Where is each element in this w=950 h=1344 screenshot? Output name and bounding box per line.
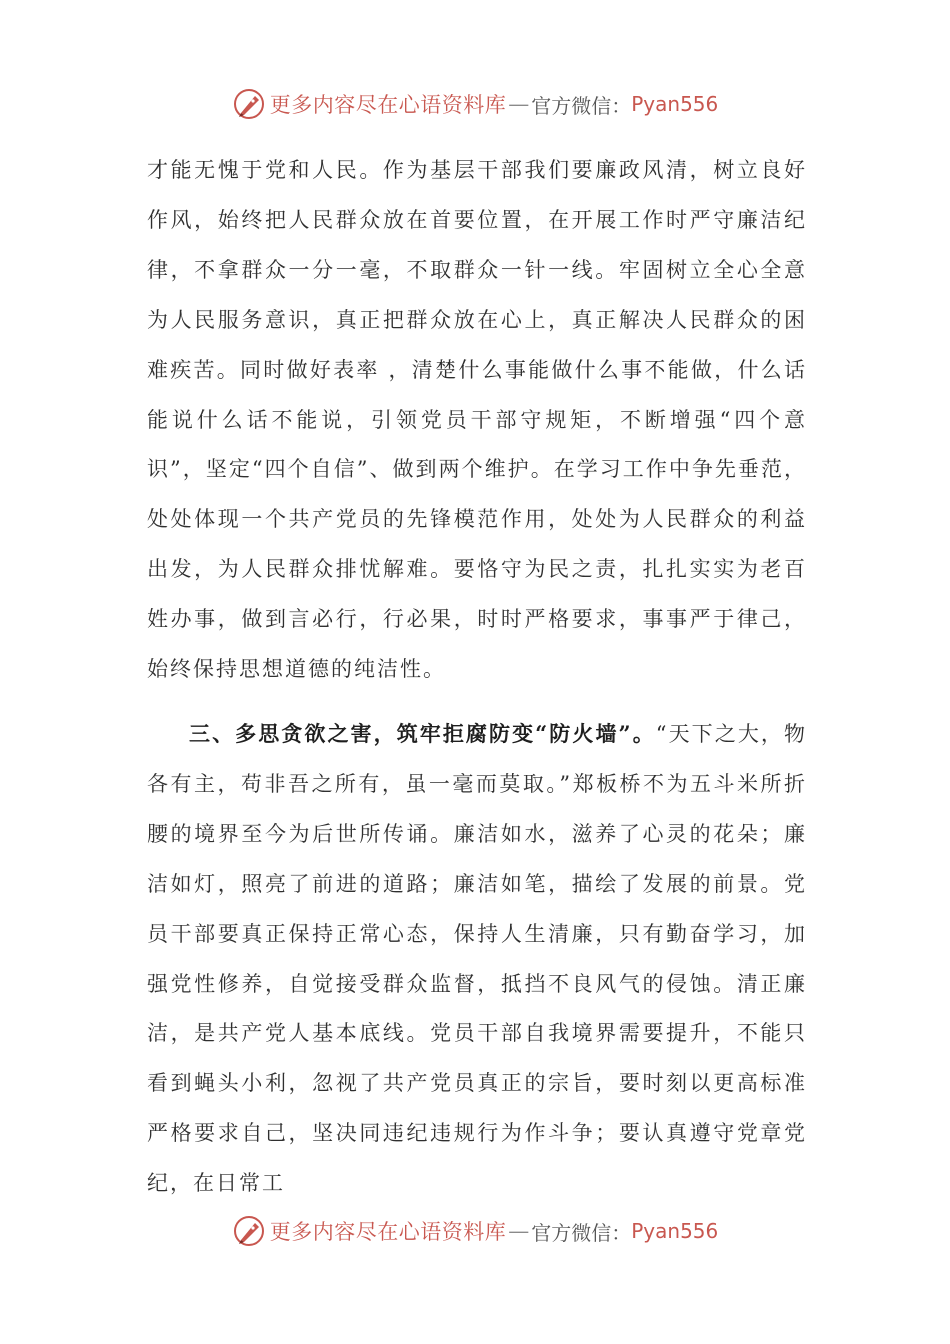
footer-banner <box>0 1211 950 1251</box>
banner-slogan: 更多内容尽在心语资料库 <box>269 93 507 117</box>
banner-separator: — <box>508 1219 530 1243</box>
banner-separator: — <box>508 92 530 116</box>
header-banner <box>0 84 950 124</box>
wechat-label: 官方微信： <box>531 1220 632 1245</box>
wechat-id: Pyan556 <box>631 1219 719 1243</box>
wechat-label: 官方微信： <box>531 93 632 118</box>
paragraph-section-3 <box>147 709 807 1209</box>
document-body <box>147 146 807 1209</box>
section-3-text: “天下之大，物各有主，苟非吾之所有，虽一毫而莫取。”郑板桥不为五斗米所折腰的境界至今为后世所传诵。廉洁如水，滋养了心灵的花朵；廉洁如灯，照亮了前进的道路；廉洁如笔，描绘了发展的前景。党员干部要真正保持正常心态，保持人生清廉，只有勤奋学习，加强党性修养，自觉接受群众监督，抵挡不良风气的侵蚀。清正廉洁，是共产党人基本底线。党员干部自我境界需要提升，不能只看到蝇头小利，忽视了共产党员真正的宗旨，要时刻以更高标准严格要求自己，坚决同违纪违规行为作斗争；要认真遵守党章党纪，在日常工 <box>147 721 807 1196</box>
pen-nib-logo-icon <box>232 1214 266 1248</box>
wechat-id: Pyan556 <box>631 92 719 116</box>
banner-slogan: 更多内容尽在心语资料库 <box>269 1220 507 1244</box>
paragraph-1: 才能无愧于党和人民。作为基层干部我们要廉政风清，树立良好作风，始终把人民群众放在首要位置，在开展工作时严守廉洁纪律，不拿群众一分一毫，不取群众一针一线。牢固树立全心全意为人民服务意识，真正把群众放在心上，真正解决人民群众的困难疾苦。同时做好表率 ，清楚什么事能做什么事不能做，什么话能说什么话不能说，引领党员干部守规矩，不断增强“四个意识”，坚定“四个自信”、做到两个维护。在学习工作中争先垂范，处处体现一个共产党员的先锋模范作用，处处为人民群众的利益出发，为人民群众排忧解难。要恪守为民之责，扎扎实实为老百姓办事，做到言必行，行必果，时时严格要求，事事严于律己，始终保持思想道德的纯洁性。 <box>147 158 807 682</box>
pen-nib-logo-icon <box>232 87 266 121</box>
section-3-heading: 三、多思贪欲之害，筑牢拒腐防变“防火墙”。 <box>189 720 656 746</box>
